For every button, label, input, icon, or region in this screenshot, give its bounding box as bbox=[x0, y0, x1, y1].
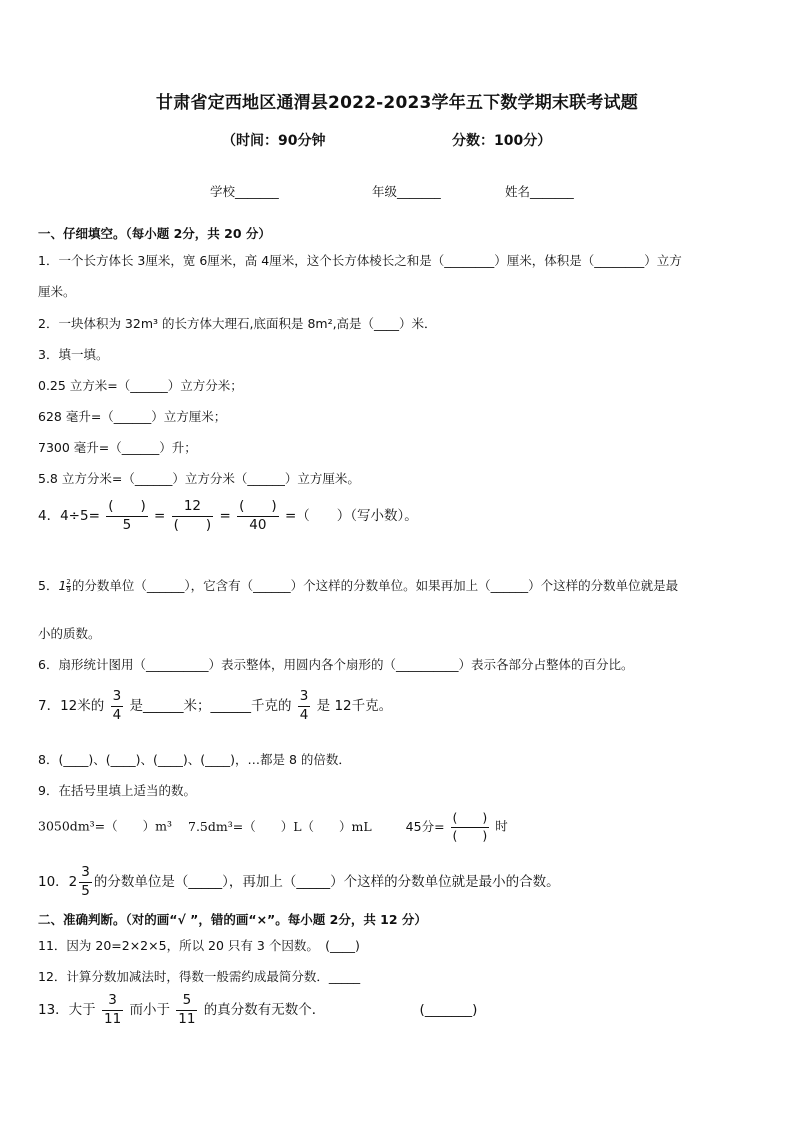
q4-f2-denominator[interactable]: ( ) bbox=[173, 516, 212, 533]
q13-f2-numerator: 5 bbox=[182, 992, 192, 1008]
question-6: 6．扇形统计图用（__________）表示整体，用圆内各个扇形的（__________）表示各部分占整体的百分比。 bbox=[38, 657, 634, 672]
question-2: 2．一块体积为 32m³ 的长方体大理石,底面积是 8m²,高是（____）米． bbox=[38, 316, 437, 331]
q13-suffix: 的真分数有无数个． bbox=[203, 1002, 326, 1018]
q13-f2-denominator: 11 bbox=[178, 1010, 196, 1027]
q9-item-a: 3050dm³=（ ）m³ bbox=[38, 818, 173, 834]
q4-fraction-3 bbox=[237, 500, 279, 532]
q9-denominator[interactable]: ( ) bbox=[452, 827, 488, 843]
q9-fraction bbox=[451, 812, 490, 842]
section-fill-in-heading: 一、仔细填空。（每小题 2分，共 20 分） bbox=[38, 226, 271, 241]
question-1-line-1: 1．一个长方体长 3厘米，宽 6厘米，高 4厘米，这个长方体棱长之和是（________）厘米，体积是（________）立方 bbox=[38, 253, 682, 268]
q4-equals-2: = bbox=[219, 508, 231, 524]
q10-numerator: 3 bbox=[81, 864, 90, 880]
question-3-item-a: 0.25 立方米=（______）立方分米； bbox=[38, 378, 243, 393]
q9-item-c: 45分= bbox=[405, 818, 445, 834]
q5-mixed-denominator: 9 bbox=[66, 586, 71, 594]
question-4 bbox=[38, 500, 418, 532]
q10-denominator: 5 bbox=[81, 882, 90, 899]
q13-middle: 而小于 bbox=[129, 1002, 170, 1018]
q7-suffix: 是 12千克。 bbox=[316, 698, 393, 714]
q7-fraction-1 bbox=[111, 690, 124, 722]
q4-f1-denominator: 5 bbox=[106, 516, 148, 533]
q4-prefix: 4．4÷5= bbox=[38, 508, 100, 524]
q13-f1-numerator: 3 bbox=[108, 992, 117, 1008]
question-3: 3．填一填。 bbox=[38, 347, 109, 362]
q4-fraction-2 bbox=[172, 500, 214, 532]
question-8: 8．(____)、(____)、(____)、(____)，…都是 8 的倍数． bbox=[38, 752, 351, 767]
q5-prefix: 5． bbox=[38, 578, 59, 593]
q7-middle: 是______米；______千克的 bbox=[129, 698, 292, 714]
q9-numerator[interactable]: ( ) bbox=[452, 810, 488, 825]
question-3-item-b: 628 毫升=（______）立方厘米； bbox=[38, 409, 227, 424]
q5-mixed-numerator: 2 bbox=[66, 578, 71, 586]
exam-title: 甘肃省定西地区通渭县2022-2023学年五下数学期末联考试题 bbox=[156, 93, 638, 113]
q4-f2-numerator: 12 bbox=[183, 498, 201, 514]
q4-equals-1: = bbox=[154, 508, 166, 524]
q7-prefix: 7．12米的 bbox=[38, 698, 105, 714]
q10-fraction bbox=[79, 866, 92, 898]
q9-item-b: 7.5dm³=（ ）L（ ）mL bbox=[188, 818, 372, 834]
q7-f2-denominator: 4 bbox=[299, 706, 309, 723]
question-7 bbox=[38, 690, 392, 722]
q13-prefix: 13．大于 bbox=[38, 1002, 96, 1018]
question-5-line-1 bbox=[38, 576, 678, 594]
total-score: 分数：100分） bbox=[452, 133, 552, 149]
q4-fraction-1 bbox=[106, 500, 148, 532]
question-10 bbox=[38, 866, 560, 898]
question-3-item-c: 7300 毫升=（______）升； bbox=[38, 440, 197, 455]
time-limit: （时间：90分钟 bbox=[222, 133, 326, 149]
q4-f1-numerator[interactable]: ( ) bbox=[108, 498, 146, 514]
q7-f2-numerator: 3 bbox=[299, 688, 309, 704]
question-3-item-d: 5.8 立方分米=（______）立方分米（______）立方厘米。 bbox=[38, 471, 360, 486]
question-13 bbox=[38, 994, 477, 1026]
q4-suffix: =（ ）（写小数）。 bbox=[284, 508, 418, 524]
school-field[interactable]: 学校_______ bbox=[210, 184, 279, 199]
q4-f3-numerator[interactable]: ( ) bbox=[239, 498, 277, 514]
q10-suffix: 的分数单位是（_____），再加上（_____）个这样的分数单位就是最小的合数。 bbox=[93, 874, 560, 890]
q13-answer-blank[interactable]: (_______) bbox=[419, 1002, 478, 1018]
grade-field[interactable]: 年级_______ bbox=[372, 184, 441, 199]
q10-prefix: 10．2 bbox=[38, 874, 78, 890]
q7-fraction-2 bbox=[298, 690, 311, 722]
q13-fraction-1 bbox=[102, 994, 123, 1026]
question-5-line-2: 小的质数。 bbox=[38, 626, 101, 641]
question-12: 12．计算分数加减法时，得数一般需约成最简分数．_____ bbox=[38, 969, 361, 984]
section-judge-heading: 二、准确判断。（对的画“√ ”，错的画“×”。每小题 2分，共 12 分） bbox=[38, 912, 427, 927]
name-field[interactable]: 姓名_______ bbox=[505, 184, 574, 199]
q5-text: 的分数单位（______），它含有（______）个这样的分数单位。如果再加上（______）个这样的分数单位就是最 bbox=[71, 578, 679, 593]
q7-f1-numerator: 3 bbox=[112, 688, 122, 704]
q5-mixed-fraction bbox=[66, 579, 70, 594]
question-9-items bbox=[38, 812, 508, 842]
question-11: 11．因为 20=2×2×5，所以 20 只有 3 个因数。 (____) bbox=[38, 938, 360, 953]
q4-f3-denominator: 40 bbox=[237, 516, 279, 533]
q9-unit: 时 bbox=[495, 818, 508, 834]
question-9: 9．在括号里填上适当的数。 bbox=[38, 783, 196, 798]
question-1-line-2: 厘米。 bbox=[38, 284, 76, 299]
q5-mixed-whole: 1 bbox=[58, 578, 67, 593]
q13-f1-denominator: 11 bbox=[103, 1010, 122, 1027]
q13-fraction-2 bbox=[176, 994, 197, 1026]
q7-f1-denominator: 4 bbox=[112, 706, 122, 723]
